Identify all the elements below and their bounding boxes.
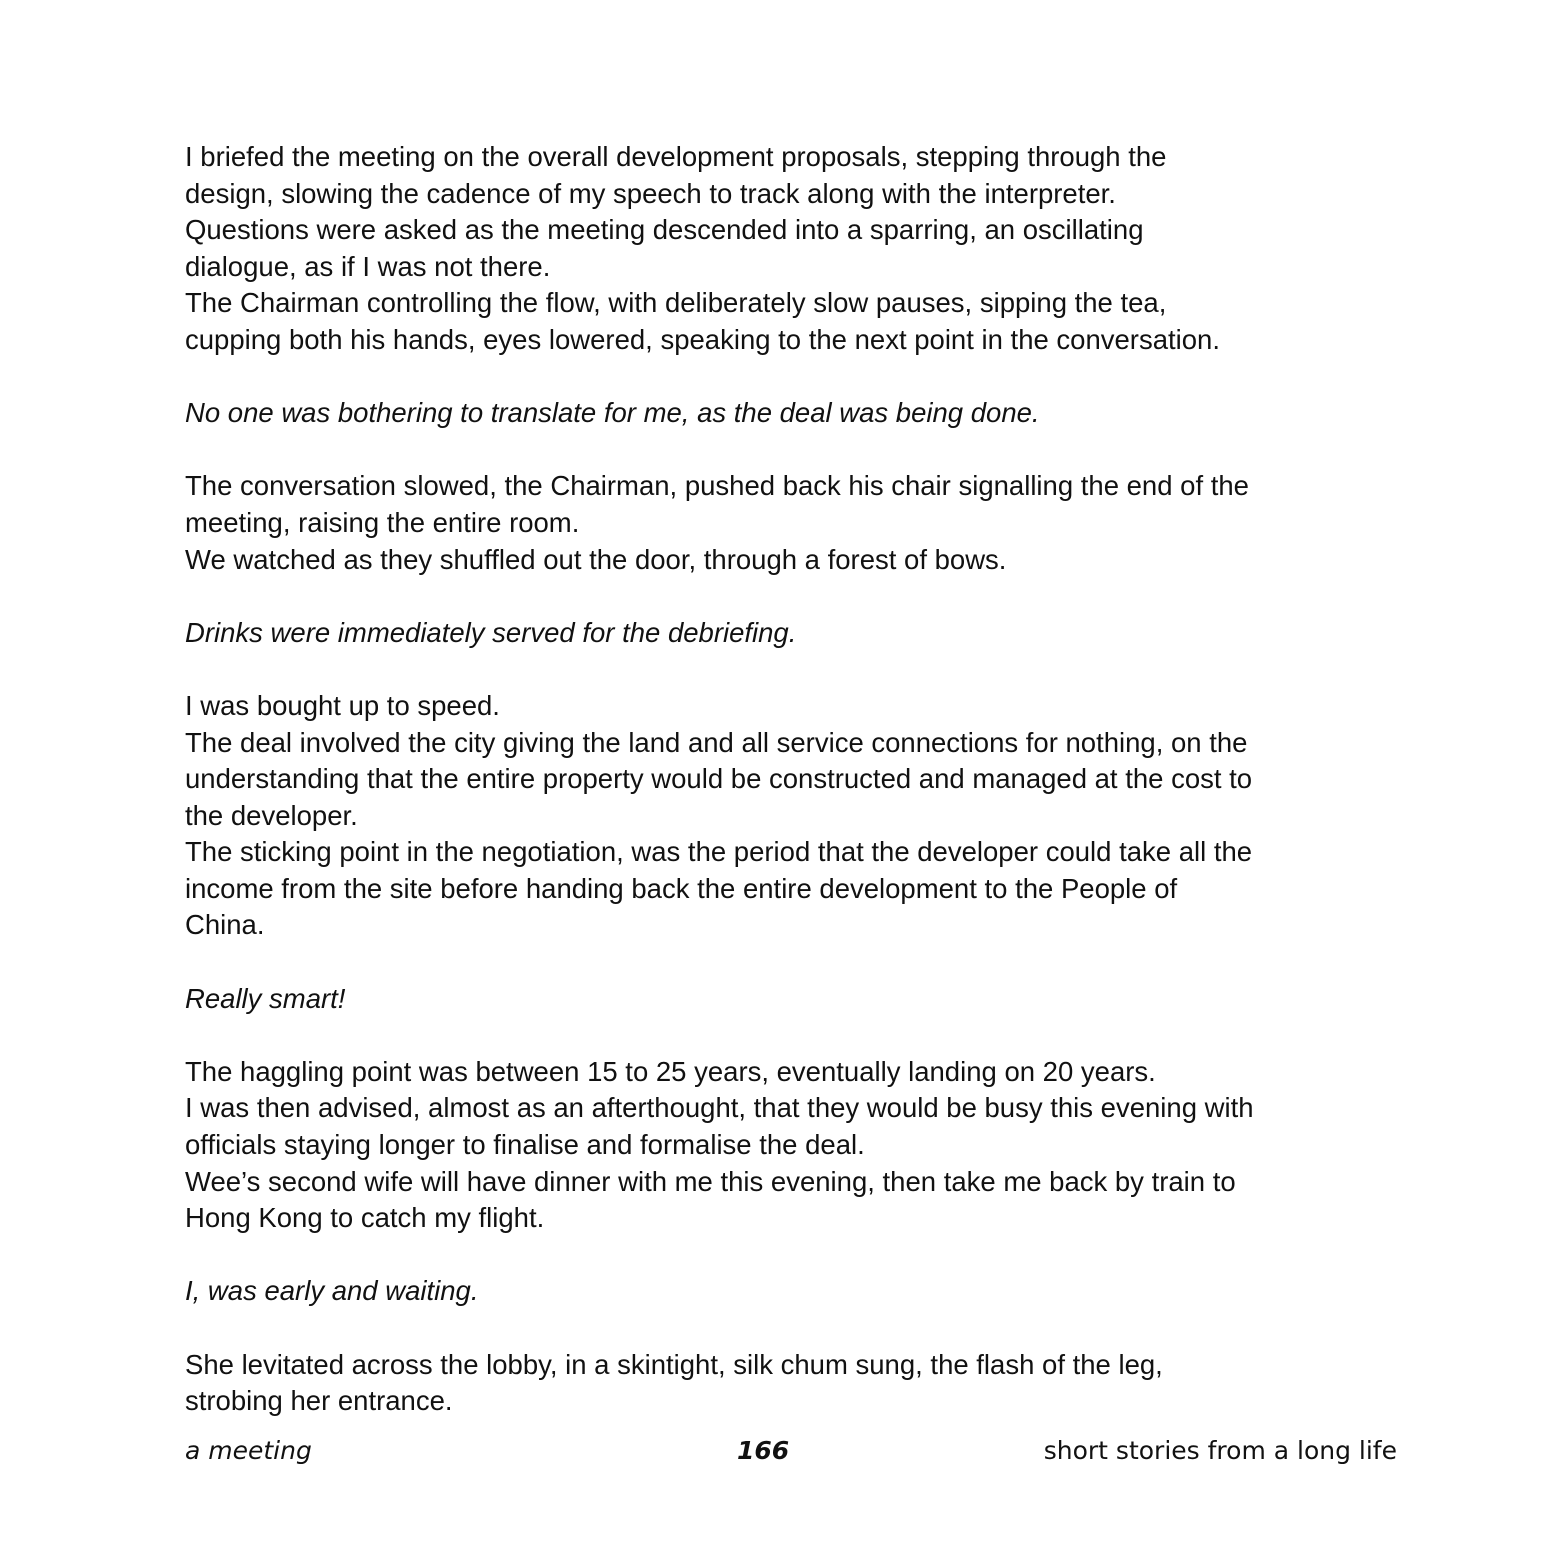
text-line: No one was bothering to translate for me, as the deal was being done. xyxy=(185,397,1040,429)
text-line: We watched as they shuffled out the door, through a forest of bows. xyxy=(185,543,1007,575)
body-text xyxy=(185,139,1385,1420)
footer-page-number: 166 xyxy=(737,1436,790,1465)
paragraph-gap xyxy=(185,1017,1385,1054)
paragraph-briefing xyxy=(185,139,1385,359)
text-line: The sticking point in the negotiation, was the period that the developer could take all the xyxy=(185,836,1253,868)
paragraph-gap xyxy=(185,944,1385,981)
paragraph-gap xyxy=(185,1310,1385,1347)
text-line: The Chairman controlling the flow, with deliberately slow pauses, sipping the tea, xyxy=(185,287,1167,319)
text-line: dialogue, as if I was not there. xyxy=(185,250,551,282)
text-line: Wee’s second wife will have dinner with me this evening, then take me back by train to xyxy=(185,1165,1236,1197)
text-line: I was bought up to speed. xyxy=(185,689,500,721)
text-line: The haggling point was between 15 to 25 years, eventually landing on 20 years. xyxy=(185,1055,1156,1087)
text-line: income from the site before handing back the entire development to the People of xyxy=(185,872,1178,904)
paragraph-gap xyxy=(185,578,1385,615)
text-line: Drinks were immediately served for the debriefing. xyxy=(185,616,797,648)
text-line: Hong Kong to catch my flight. xyxy=(185,1202,545,1234)
paragraph-gap xyxy=(185,359,1385,396)
text-line: officials staying longer to finalise and formalise the deal. xyxy=(185,1129,865,1161)
text-line: I, was early and waiting. xyxy=(185,1275,479,1307)
text-line: cupping both his hands, eyes lowered, speaking to the next point in the conversation. xyxy=(185,323,1220,355)
footer-chapter-title: a meeting xyxy=(185,1436,312,1465)
paragraph-haggling xyxy=(185,1054,1385,1237)
footer-book-title: short stories from a long life xyxy=(1043,1436,1397,1465)
text-line: Really smart! xyxy=(185,982,346,1014)
text-line: The deal involved the city giving the land and all service connections for nothing, on the xyxy=(185,726,1248,758)
paragraph-really-smart xyxy=(185,981,1385,1018)
page-footer xyxy=(0,1433,1557,1469)
paragraph-waiting xyxy=(185,1273,1385,1310)
text-line: I was then advised, almost as an afterthought, that they would be busy this evening with xyxy=(185,1092,1254,1124)
paragraph-gap xyxy=(185,432,1385,469)
text-line: She levitated across the lobby, in a skintight, silk chum sung, the flash of the leg, xyxy=(185,1348,1163,1380)
paragraph-drinks xyxy=(185,615,1385,652)
text-line: design, slowing the cadence of my speech to track along with the interpreter. xyxy=(185,177,1116,209)
paragraph-gap xyxy=(185,1237,1385,1274)
text-line: The conversation slowed, the Chairman, pushed back his chair signalling the end of the xyxy=(185,470,1249,502)
paragraph-meeting-end xyxy=(185,468,1385,578)
text-line: I briefed the meeting on the overall development proposals, stepping through the xyxy=(185,141,1167,172)
paragraph-no-translation xyxy=(185,395,1385,432)
text-line: Questions were asked as the meeting descended into a sparring, an oscillating xyxy=(185,214,1144,246)
text-line: meeting, raising the entire room. xyxy=(185,506,580,538)
paragraph-deal xyxy=(185,688,1385,944)
text-line: China. xyxy=(185,909,265,941)
text-line: strobing her entrance. xyxy=(185,1385,453,1417)
text-line: the developer. xyxy=(185,799,358,831)
paragraph-entrance xyxy=(185,1347,1385,1420)
paragraph-gap xyxy=(185,651,1385,688)
text-line: understanding that the entire property would be constructed and managed at the cost to xyxy=(185,763,1253,795)
